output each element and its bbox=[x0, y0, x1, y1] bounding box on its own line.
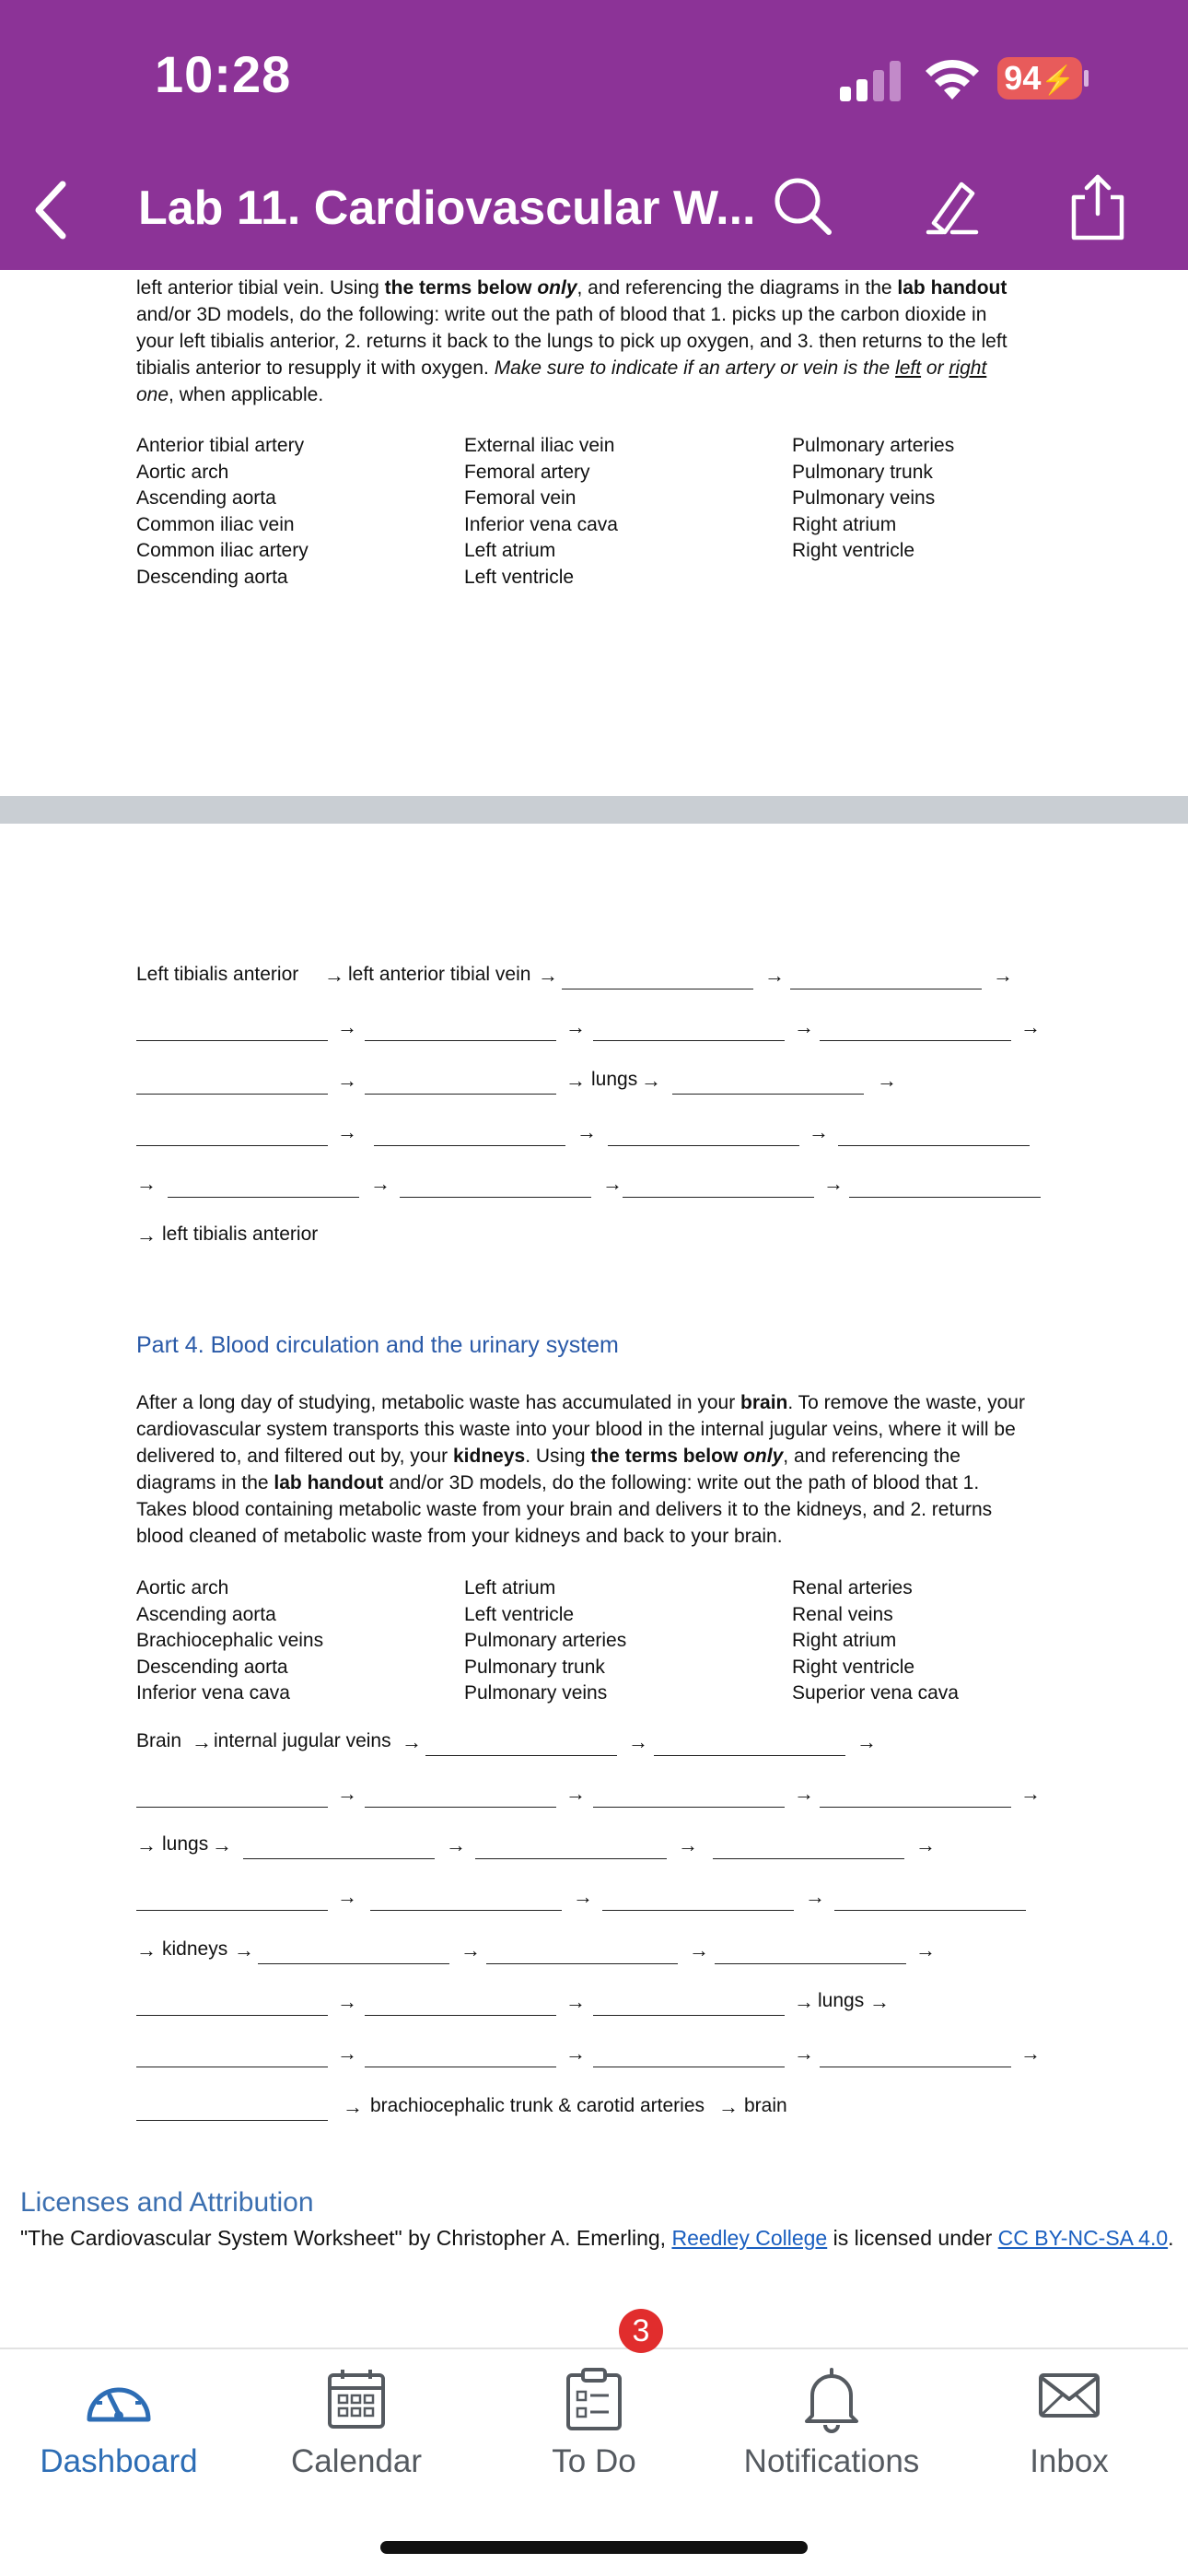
answer-blank[interactable] bbox=[820, 2042, 1011, 2067]
part4-row-6: → → → lungs → bbox=[136, 1990, 1057, 2021]
answer-blank[interactable] bbox=[486, 1938, 678, 1964]
answer-blank[interactable] bbox=[593, 2042, 785, 2067]
term: Inferior vena cava bbox=[136, 1682, 290, 1704]
term: Pulmonary arteries bbox=[464, 1630, 627, 1652]
answer-blank[interactable] bbox=[136, 2095, 328, 2121]
home-indicator bbox=[380, 2541, 808, 2554]
term: Descending aorta bbox=[136, 566, 288, 588]
answer-blank[interactable] bbox=[365, 1069, 556, 1095]
answer-blank[interactable] bbox=[849, 1172, 1041, 1198]
answer-blank[interactable] bbox=[713, 1833, 904, 1859]
battery-indicator: 94⚡ bbox=[997, 57, 1082, 100]
licenses-text: "The Cardiovascular System Worksheet" by Christopher A. Emerling, Reedley College is licensed under CC BY-NC-SA 4.0. bbox=[20, 2226, 1174, 2250]
term: Pulmonary veins bbox=[464, 1682, 608, 1704]
page-separator bbox=[0, 796, 1188, 824]
inbox-icon bbox=[1036, 2366, 1102, 2421]
term: External iliac vein bbox=[464, 435, 615, 456]
answer-blank[interactable] bbox=[400, 1172, 591, 1198]
part4-row-5: → kidneys → → → → bbox=[136, 1938, 1057, 1970]
answer-blank[interactable] bbox=[136, 1990, 328, 2016]
term: Renal veins bbox=[792, 1603, 893, 1625]
term: Brachiocephalic veins bbox=[136, 1630, 324, 1652]
tab-todo[interactable]: To Do bbox=[475, 2359, 713, 2488]
wifi-icon bbox=[924, 57, 981, 101]
part4-row-7: → → → → bbox=[136, 2042, 1057, 2073]
answer-blank[interactable] bbox=[602, 1885, 794, 1911]
answer-blank[interactable] bbox=[593, 1782, 785, 1808]
term: Common iliac artery bbox=[136, 540, 309, 562]
answer-blank[interactable] bbox=[834, 1885, 1026, 1911]
calendar-icon bbox=[324, 2366, 389, 2432]
answer-blank[interactable] bbox=[136, 1885, 328, 1911]
answer-blank[interactable] bbox=[365, 1990, 556, 2016]
term: Ascending aorta bbox=[136, 487, 276, 509]
part4-instructions: After a long day of studying, metabolic waste has accumulated in your brain. To remove the waste, your cardiovascular system transports this waste into your blood in the internal jugular veins, where it will be delivered to, and filtered out by, your kidneys. Using the terms below only, and referencing the diagrams in the lab handout and/or 3D models, do the following: write out the path of blood that 1. Takes blood containing metabolic waste from your brain and delivers it to the kidneys, and 2. returns blood cleaned of metabolic waste from your kidneys and back to your brain. bbox=[136, 1392, 1025, 1547]
cc-license-link[interactable]: CC BY-NC-SA 4.0 bbox=[997, 2226, 1169, 2250]
term: Right ventricle bbox=[792, 1656, 915, 1678]
term: Descending aorta bbox=[136, 1656, 288, 1678]
part3-row-5: → → → → bbox=[136, 1172, 1057, 1203]
term: Anterior tibial artery bbox=[136, 435, 305, 456]
answer-blank[interactable] bbox=[790, 964, 982, 989]
answer-blank[interactable] bbox=[593, 1015, 785, 1041]
part3-row-3: → → lungs → → bbox=[136, 1069, 1057, 1100]
term: Right atrium bbox=[792, 1630, 897, 1652]
battery-tip bbox=[1084, 70, 1089, 87]
term: Right ventricle bbox=[792, 540, 915, 562]
back-icon[interactable] bbox=[26, 173, 77, 247]
part4-row-1: Brain → internal jugular veins → → → bbox=[136, 1730, 1057, 1762]
answer-blank[interactable] bbox=[623, 1172, 814, 1198]
part3-row-6: → left tibialis anterior bbox=[136, 1224, 319, 1247]
answer-blank[interactable] bbox=[715, 1938, 906, 1964]
answer-blank[interactable] bbox=[374, 1120, 565, 1146]
term: Left ventricle bbox=[464, 566, 575, 588]
answer-blank[interactable] bbox=[365, 2042, 556, 2067]
term: Inferior vena cava bbox=[464, 513, 618, 535]
search-icon[interactable] bbox=[766, 171, 836, 241]
answer-blank[interactable] bbox=[365, 1782, 556, 1808]
todo-count-badge: 3 bbox=[619, 2309, 663, 2353]
part4-row-3: → lungs → → → → bbox=[136, 1833, 1057, 1865]
answer-blank[interactable] bbox=[820, 1782, 1011, 1808]
part3-instructions: left anterior tibial vein. Using the terms below only, and referencing the diagrams in the lab handout and/or 3D models, do the following: write out the path of blood that 1. picks up the carbon dioxide in your left tibialis anterior, 2. returns it back to the lungs to pick up oxygen, and 3. then returns to the left tibialis anterior to resupply it with oxygen. Make sure to indicate if an artery or vein is the left or right one, when applicable. bbox=[136, 277, 1007, 405]
term: Aortic arch bbox=[136, 1577, 229, 1598]
annotate-pen-icon[interactable] bbox=[915, 171, 985, 241]
answer-blank[interactable] bbox=[243, 1833, 435, 1859]
answer-blank[interactable] bbox=[820, 1015, 1011, 1041]
part3-row-2: → → → → bbox=[136, 1015, 1057, 1047]
todo-icon bbox=[563, 2366, 625, 2432]
term: Left atrium bbox=[464, 540, 556, 562]
part4-heading: Part 4. Blood circulation and the urinary system bbox=[136, 1332, 619, 1358]
cellular-signal-icon bbox=[840, 61, 904, 101]
answer-blank[interactable] bbox=[136, 2042, 328, 2067]
term: Pulmonary trunk bbox=[792, 461, 933, 483]
term: Pulmonary arteries bbox=[792, 435, 955, 456]
term: Aortic arch bbox=[136, 461, 229, 483]
term: Left ventricle bbox=[464, 1603, 575, 1625]
reedley-college-link[interactable]: Reedley College bbox=[671, 2226, 828, 2250]
answer-blank[interactable] bbox=[136, 1015, 328, 1041]
term: Ascending aorta bbox=[136, 1603, 276, 1625]
answer-blank[interactable] bbox=[838, 1120, 1030, 1146]
page-title: Lab 11. Cardiovascular W... bbox=[138, 181, 756, 235]
answer-blank[interactable] bbox=[608, 1120, 799, 1146]
answer-blank[interactable] bbox=[370, 1885, 562, 1911]
answer-blank[interactable] bbox=[136, 1120, 328, 1146]
tab-inbox[interactable]: Inbox bbox=[950, 2359, 1188, 2488]
term: Common iliac vein bbox=[136, 513, 295, 535]
bell-icon bbox=[799, 2366, 864, 2434]
answer-blank[interactable] bbox=[475, 1833, 667, 1859]
status-time: 10:28 bbox=[155, 45, 292, 103]
answer-blank[interactable] bbox=[258, 1938, 449, 1964]
answer-blank[interactable] bbox=[654, 1730, 845, 1756]
dashboard-icon bbox=[82, 2366, 156, 2430]
term: Left atrium bbox=[464, 1577, 556, 1598]
term: Right atrium bbox=[792, 513, 897, 535]
share-icon[interactable] bbox=[1063, 171, 1133, 241]
term: Renal arteries bbox=[792, 1577, 913, 1598]
tab-bar-divider bbox=[0, 2348, 1188, 2349]
tab-dashboard[interactable]: Dashboard bbox=[0, 2359, 238, 2488]
term: Pulmonary trunk bbox=[464, 1656, 605, 1678]
part4-row-8: → brachiocephalic trunk & carotid arteries → brain bbox=[136, 2095, 1057, 2126]
answer-blank[interactable] bbox=[562, 964, 753, 989]
answer-blank[interactable] bbox=[593, 1990, 785, 2016]
tab-calendar[interactable]: Calendar bbox=[238, 2359, 475, 2488]
answer-blank[interactable] bbox=[136, 1069, 328, 1095]
term: Pulmonary veins bbox=[792, 487, 936, 509]
part4-row-2: → → → → bbox=[136, 1782, 1057, 1813]
top-nav-bar bbox=[0, 0, 1188, 270]
term: Superior vena cava bbox=[792, 1682, 959, 1704]
answer-blank[interactable] bbox=[365, 1015, 556, 1041]
answer-blank[interactable] bbox=[136, 1782, 328, 1808]
answer-blank[interactable] bbox=[672, 1069, 864, 1095]
answer-blank[interactable] bbox=[425, 1730, 617, 1756]
part3-row-4: → → → bbox=[136, 1120, 1057, 1152]
tab-notifications[interactable]: Notifications bbox=[713, 2359, 950, 2488]
licenses-heading: Licenses and Attribution bbox=[20, 2187, 314, 2218]
part3-row-1: Left tibialis anterior → left anterior tibial vein → → → bbox=[136, 964, 1057, 995]
part4-row-4: → → → bbox=[136, 1885, 1057, 1916]
term: Femoral artery bbox=[464, 461, 590, 483]
term: Femoral vein bbox=[464, 487, 577, 509]
answer-blank[interactable] bbox=[168, 1172, 359, 1198]
